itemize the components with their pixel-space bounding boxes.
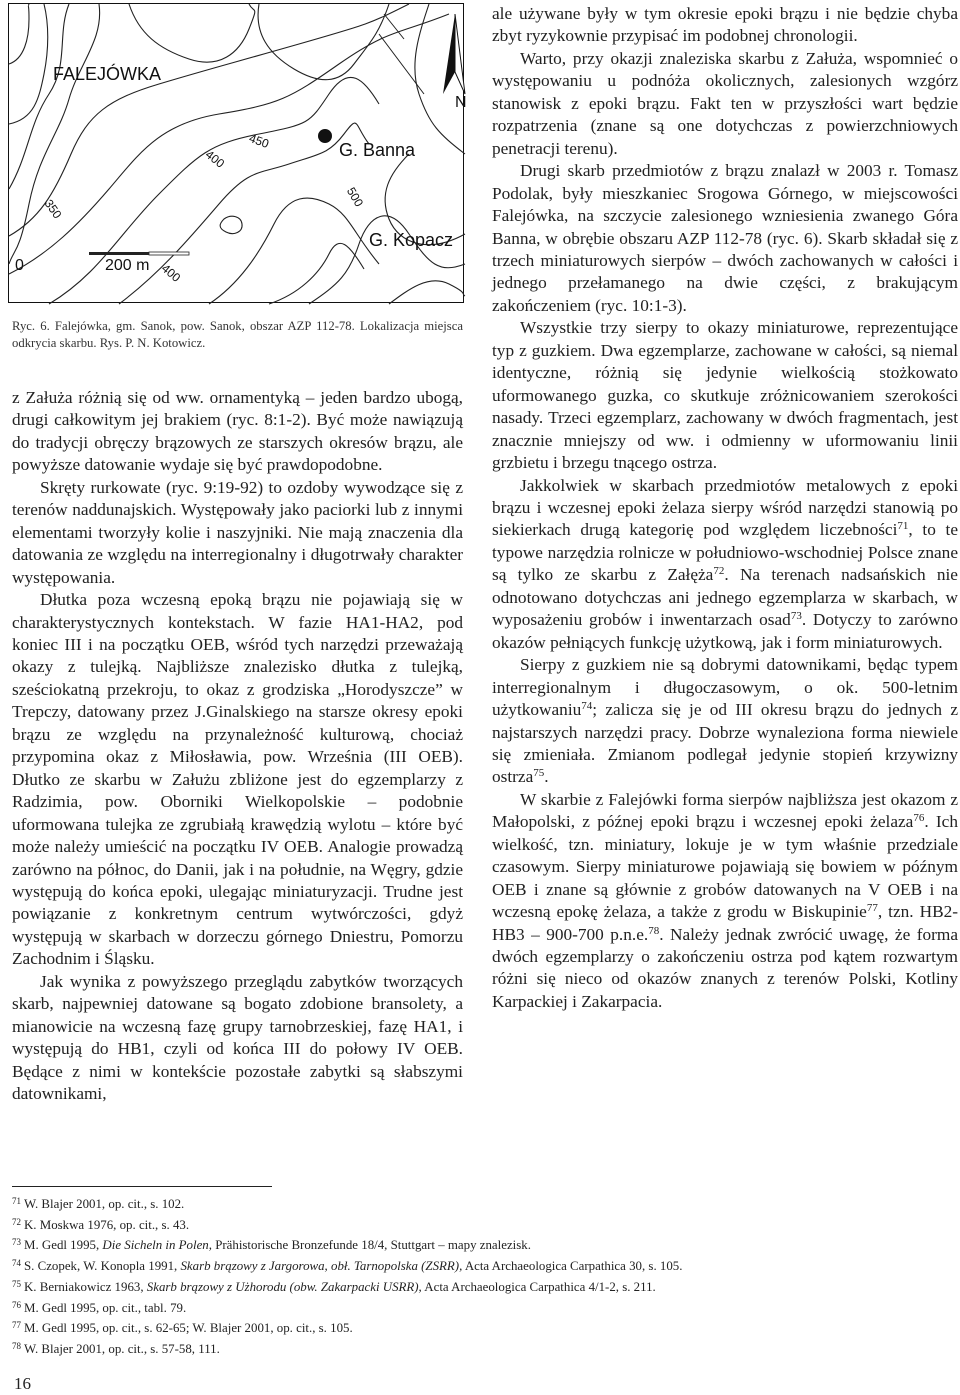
text-run: Jakkolwiek w skarbach przedmiotów metalowych z epoki brązu i wczesnej epoki żelaza sierpy wśród narzędzi stanowią po siekierkach drugą kategorię pod względem liczebności <box>492 475 958 540</box>
footnote-number: 71 <box>12 1196 21 1206</box>
text-run: . <box>544 767 549 787</box>
footnote-text: W. Blajer 2001, op. cit., s. 102. <box>24 1197 185 1211</box>
footnote-number: 75 <box>12 1278 21 1289</box>
map-place-label: FALEJÓWKA <box>53 64 162 84</box>
paragraph: Dłutka poza wczesną epoką brązu nie pojawiają się w charakterystycznych kontekstach. W fazie HA1-HA2, pod koniec III i na początku OEB, wśród tych narzędzi przeważają okazy z tulejką. Najbliższe znalezisko dłutka z tulejką, sześciokatną przekroju, to okaz z grodziska „Horodyszcze” w Trepczy, datowany przez J.Ginalskiego na starsze okresy epoki brązu ze względu na przynależność kulturową, chociaż przypomina okaz z Miłosławia, pow. Września (III OEB). Dłutko ze skarbu w Załużu zbliżone jest do egzemplarzy z Radzimia, pow. Oborniki Wielkopolskie – podobnie uformowana tulejka ze zgrubiałą krawędzią wylotu – które być może należy umieścić na początku IV OEB. Analogie prowadzą zarówno na północ, do Danii, jak i na południe, na Węgry, gdzie występują do końca epoki, ulegając miniaturyzacji. Trudne jest powiązanie z konkretnym centrum wytwórczości, gdyż występują w skarbach w dorzeczu górnego Dniestru, Pomorzu Zachodnim i Śląsku. <box>12 590 463 969</box>
text-run: , tzn. HB2-HB3 – 900-700 p.n.e. <box>492 902 959 944</box>
footnote-ref[interactable]: 77 <box>866 902 878 915</box>
paragraph: ale używane były w tym okresie epoki brązu i nie będzie chyba zbyt ryzykownie przypisać im podobnej chronologii. <box>492 4 958 46</box>
footnote <box>12 1338 952 1359</box>
footnote-number: 77 <box>12 1320 21 1331</box>
footnote <box>12 1214 952 1235</box>
paragraph: Jak wynika z powyższego przeglądu zabytków tworzących skarb, najpewniej datowane są bogato zdobione bransolety, a mianowicie na wczesną fazę grupy tarnobrzeskiej, fazę HA1, i występują do HB1, czyli od końca III do połowy IV OEB. Będące z nimi w kontekście pozostałe zabytki są słabszymi datownikami, <box>12 971 463 1104</box>
footnote <box>12 1297 952 1318</box>
text-run: . Ich wielkość, tzn. miniatury, lokuje je w tym właśnie przedziale czasowym. Sierpy miniaturowe pojawiają się bowiem w późnym OEB i znane są głównie z grobów datowanych na V OEB i na wczesną epokę żelaza, a także z grodu w Biskupinie <box>492 812 958 922</box>
text-run: , to te typowe narzędzia rolnicze w południowo-wschodniej Polsce znane są tylko ze skarbu z Załęża <box>492 520 959 585</box>
footnote <box>12 1193 952 1214</box>
footnote-ref[interactable]: 75 <box>533 767 545 780</box>
paragraph <box>492 789 958 1014</box>
footnote-text: K. Berniakowicz 1963, <box>24 1279 147 1294</box>
footnote-number: 72 <box>12 1216 21 1227</box>
paragraph: Wszystkie trzy sierpy to okazy miniaturowe, reprezentujące typ z guzkiem. Dwa egzemplarze, zachowane w całości, są niemal identyczne, różnią się jedynie wielkością stożkowato uformowanego guzka, co skutkuje zróżnicowaniem szerokości nasady. Trzeci egzemplarz, zachowany w dwóch fragmentach, jest znacznie mniejszy od ww. i odmienny w uformowaniu linii grzbietu i brzegu tnącego ostrza. <box>492 318 958 473</box>
paragraph: Warto, przy okazji znaleziska skarbu z Załuża, wspomnieć o występowaniu u podnóża okolicznych, zalesionych wzgórz stanowisk z epoki brązu. Fakt ten w przyszłości wart będzie rozpatrzenia (znane są one dotychczas z powierzchniowych penetracji terenu). <box>492 48 958 158</box>
text-run: . Należy jednak zwrócić uwagę, że forma dwóch egzemplarzy o zakończeniu ostrza pod kątem rozwartym różni się nieco od okazów znanych z terenów Polski, Kotliny Karpackiej i Zakarpacia. <box>492 924 958 1011</box>
footnotes <box>12 1193 952 1359</box>
left-column <box>12 387 463 1106</box>
footnote-ref[interactable]: 74 <box>581 700 593 713</box>
footnote-title: Skarb brązowy z Użhorodu (obw. Zakarpacki USRR), <box>146 1279 422 1294</box>
footnote-number: 78 <box>12 1340 21 1351</box>
figure-caption <box>12 318 463 352</box>
paragraph: z Załuża różnią się od ww. ornamentyką – jeden bardzo ubogą, drugi całkowitym jej brakiem (ryc. 8:1-2). Być może nawiązują do tradycji obręczy brązowych ze starszych okresów brązu, ale powyższe datowanie wydaje się być prawdopodobne. <box>12 388 463 475</box>
footnote-text: W. Blajer 2001, op. cit., s. 57-58, 111. <box>24 1341 220 1356</box>
scale-end-label: 200 m <box>105 257 150 274</box>
site-marker-icon <box>318 129 332 143</box>
footnote-text: Acta Archaeologica Carpathica 30, s. 105. <box>462 1259 683 1274</box>
contour-label-400-south: 400 <box>158 261 184 285</box>
footnote <box>12 1317 952 1338</box>
paragraph: Skręty rurkowate (ryc. 9:19-92) to ozdoby wywodzące się z terenów naddunajskich. Występowały jako paciorki lub z innymi elementami tworzyły kolie i naszyjniki. Nie mają znaczenia dla datowania ze względu na interregionalny i długotrwały charakter występowania. <box>12 477 463 587</box>
page-number: 16 <box>14 1374 31 1393</box>
footnote-ref[interactable]: 78 <box>648 924 660 937</box>
footnote-number: 73 <box>12 1237 21 1248</box>
scale-zero-label: 0 <box>15 257 24 274</box>
paragraph: Drugi skarb przedmiotów z brązu znalazł w 2003 r. Tomasz Podolak, były mieszkaniec Srogowa Górnego, w miejscowości Falejówka, na szczycie zalesionego wzniesienia zwanego Góra Banna, w obrębie obszaru AZP 112-78 (ryc. 6). Skarb składał się z trzech miniaturowych sierpów – dwóch zachowanych w całości i jednego przełamanego na dwie części, z brakującym zakończeniem (ryc. 10:1-3). <box>492 161 958 315</box>
right-column <box>492 3 958 1013</box>
footnote-text: Prähistorische Bronzefunde 18/4, Stuttgart – mapy znalezisk. <box>211 1238 531 1253</box>
contour-label-350: 350 <box>41 196 65 222</box>
text-run: . Dotyczy to zarówno okazów pełniących funkcję użytkową, jak i form miniaturowych. <box>492 610 959 652</box>
footnote-title: Die Sicheln in Polen, <box>102 1238 212 1253</box>
footnote-number: 74 <box>12 1258 21 1269</box>
footnote-text: S. Czopek, W. Konopla 1991, <box>24 1259 181 1274</box>
text-run: W skarbie z Falejówki forma sierpów najbliższa jest okazom z Małopolski, z późnej epoki brązu i wczesnej epoki żelaza <box>492 789 958 832</box>
north-label: N <box>455 94 467 111</box>
site-label-kopacz: G. Kopacz <box>369 230 454 250</box>
footnote-ref[interactable]: 71 <box>897 520 909 533</box>
footnote <box>12 1234 952 1255</box>
contour-label-400: 400 <box>202 147 228 171</box>
footnote-number: 76 <box>12 1299 21 1310</box>
footnote-ref[interactable]: 72 <box>713 565 725 578</box>
caption-text: Ryc. 6. Falejówka, gm. Sanok, pow. Sanok, obszar AZP 112-78. Lokalizacja miejsca odkrycia skarbu. Rys. P. N. Kotowicz. <box>12 319 463 350</box>
contour-label-450: 450 <box>247 130 271 152</box>
location-map <box>8 3 467 303</box>
footnote-text: M. Gedl 1995, op. cit., tabl. 79. <box>24 1300 187 1315</box>
footnote-ref[interactable]: 76 <box>913 812 925 825</box>
footnote-title: Skarb brązowy z Jargorowa, obł. Tarnopolska (ZSRR), <box>180 1259 463 1274</box>
paragraph <box>492 654 958 789</box>
footnote-text: K. Moskwa 1976, op. cit., s. 43. <box>24 1217 190 1232</box>
text-run: Sierpy z guzkiem nie są dobrymi datownikami, będąc typem interregionalnym i długoczasowym, o ok. 500-letnim użytkowaniu <box>492 655 958 720</box>
text-run: ; zalicza się je od III okresu brązu do jednych z najstarszych narzędzi pracy. Dobrze wynaleziona forma niewiele się zmieniała. Zmianom podlegał jedynie stopień krzywizny ostrza <box>492 700 958 787</box>
contour-label-500: 500 <box>343 184 367 210</box>
footnote-ref[interactable]: 73 <box>790 610 802 623</box>
footnote-text: M. Gedl 1995, op. cit., s. 62-65; W. Blajer 2001, op. cit., s. 105. <box>24 1321 353 1336</box>
text-run: . Na terenach nadsańskich nie odnotowano dotychczas ani jednego egzemplarza w skarbach, w wyposażeniu grobów i inwentarzach osad <box>492 565 958 630</box>
footnote <box>12 1255 952 1276</box>
footnote-text: Acta Archaeologica Carpathica 4/1-2, s. 211. <box>421 1279 656 1294</box>
footnote <box>12 1276 952 1297</box>
site-label-banna: G. Banna <box>339 140 416 160</box>
footnote-divider <box>12 1186 272 1187</box>
footnote-text: M. Gedl 1995, <box>24 1238 103 1253</box>
paragraph <box>492 475 958 655</box>
